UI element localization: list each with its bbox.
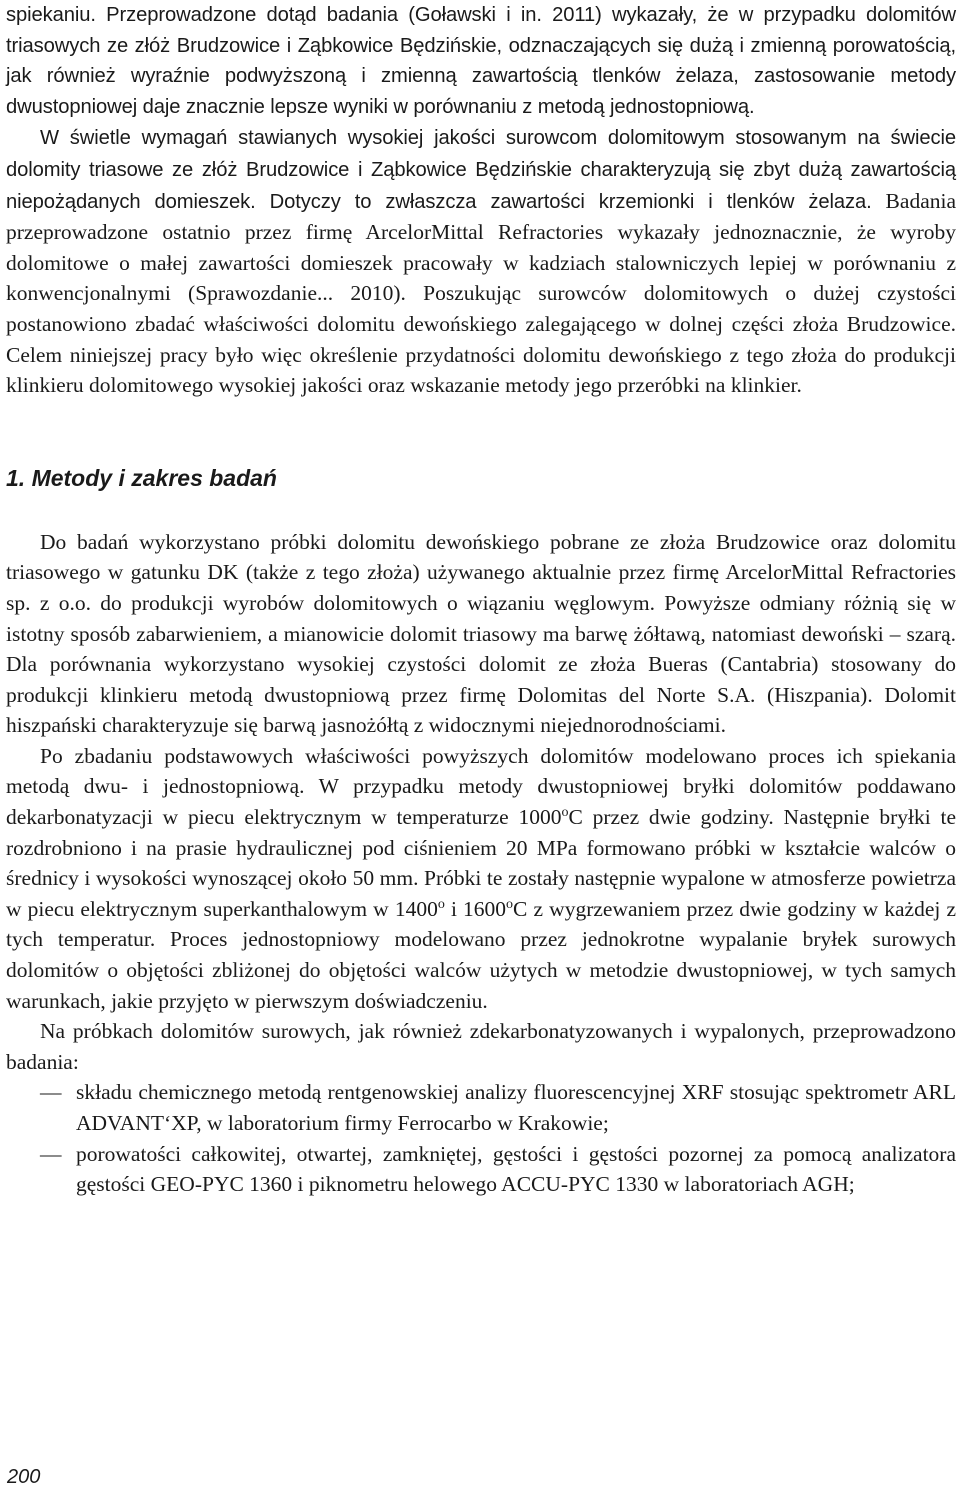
- section-paragraph-2-part-a: Po zbadaniu podstawowych właściwości powyższych dolomitów modelowano proces ich spiekania metodą dwu- i jednostopniową. W przypadku metody dwustopniowej bryłki dolomitów poddawano dekarbonatyzacji w piecu elektrycznym w temperaturze 1000: [6, 743, 956, 830]
- list-item: [6, 1139, 956, 1200]
- degree-superscript-1: o: [561, 805, 569, 821]
- degree-superscript-3: o: [506, 896, 514, 912]
- section-paragraph-2: [6, 741, 956, 1016]
- list-item-text: składu chemicznego metodą rentgenowskiej analizy fluorescencyjnej XRF stosując spektrometr ARL ADVANT‘XP, w laboratorium firmy Ferrocarbo w Krakowie;: [76, 1080, 956, 1135]
- section-paragraph-2-part-d: C z wygrzewaniem przez dwie godziny w każdej z tych temperatur. Proces jednostopniowy modelowano przez jednokrotne wypalanie bryłek surowych dolomitów o objętości zbliżonej do objętości walców użytych w metodzie dwustopniowej, w tych samych warunkach, jakie przyjęto w pierwszym doświadczeniu.: [6, 896, 956, 1013]
- document-page: [6, 0, 956, 1200]
- intro-paragraph-2: [6, 122, 956, 400]
- section-paragraph-3: Na próbkach dolomitów surowych, jak również zdekarbonatyzowanych i wypalonych, przeprowadzono badania:: [6, 1019, 956, 1074]
- section-paragraph-1: Do badań wykorzystano próbki dolomitu dewońskiego pobrane ze złoża Brudzowice oraz dolomitu triasowego w gatunku DK (także z tego złoża) używanego aktualnie przez firmę ArcelorMittal Refractories sp. z o.o. do produkcji wyrobów dolomitowych o wiązaniu węglowym. Powyższe odmiany różnią się w istotny sposób zabarwieniem, a mianowicie dolomit triasowy ma barwę żółtawą, natomiast dewoński – szarą. Dla porównania wykorzystano wysokiej czystości dolomit ze złoża Bueras (Cantabria) stosowany do produkcji klinkieru metodą dwustopniową przez firmę Dolomitas del Norte S.A. (Hiszpania). Dolomit hiszpański charakteryzuje się barwą jasnożółtą z widocznymi niejednorodnościami.: [6, 529, 956, 738]
- list-item-text: porowatości całkowitej, otwartej, zamkniętej, gęstości i gęstości pozornej za pomocą analizatora gęstości GEO-PYC 1360 i piknometru helowego ACCU-PYC 1330 w laboratoriach AGH;: [76, 1141, 956, 1197]
- intro-paragraph-2-serif-part: Badania przeprowadzone ostatnio przez firmę ArcelorMittal Refractories wykazały jednoznacznie, że wyroby dolomitowe o małej zawartości domieszek pracowały w kadziach stalowniczych lepiej w porównaniu z konwencjonalnymi (Sprawozdanie... 2010). Poszukując surowców dolomitowych o dużej czystości postanowiono zbadać właściwości dolomitu dewońskiego zalegającego w dolnej części złoża Brudzowice. Celem niniejszej pracy było więc określenie przydatności dolomitu dewońskiego z tego złoża do produkcji klinkieru dolomitowego wysokiej jakości oraz wskazanie metody jego przeróbki na klinkier.: [6, 188, 956, 398]
- section-heading: 1. Metody i zakres badań: [6, 464, 277, 491]
- section-paragraph-2-part-b: C przez dwie godziny. Następnie bryłki te rozdrobniono i na prasie hydraulicznej pod ciśnieniem 20 MPa formowano próbki w kształcie walców o średnicy i wysokości wynoszącej około 50 mm. Próbki te zostały następnie wypalone w atmosferze powietrza w piecu elektrycznym superkanthalowym w 1400: [6, 805, 956, 921]
- intro-paragraph-2-sans-part: W świetle wymagań stawianych wysokiej jakości surowcom dolomitowym stosowanym na świecie dolomity triasowe ze złóż Brudzowice i Ząbkowice Będzińskie charakteryzują się zbyt dużą zawartością niepożądanych domieszek. Dotyczy to zwłaszcza zawartości krzemionki i tlenków żelaza.: [6, 127, 956, 213]
- list-dash: —: [40, 1080, 62, 1105]
- section-paragraph-2-part-c: i 1600: [444, 896, 507, 921]
- research-list: [6, 1077, 956, 1199]
- page-number: 200: [7, 1466, 41, 1488]
- degree-superscript-2: o: [437, 896, 445, 912]
- intro-paragraph-1: spiekaniu. Przeprowadzone dotąd badania (Goławski i in. 2011) wykazały, że w przypadku dolomitów triasowych ze złóż Brudzowice i Ząbkowice Będzińskie, odznaczających się dużą i zmienną porowatością, jak również wyraźnie podwyższoną i zmienną zawartością tlenków żelaza, zastosowanie metody dwustopniowej daje znacznie lepsze wyniki w porównaniu z metodą jednostopniową.: [6, 4, 956, 118]
- list-dash: —: [40, 1141, 62, 1166]
- list-item: [6, 1077, 956, 1138]
